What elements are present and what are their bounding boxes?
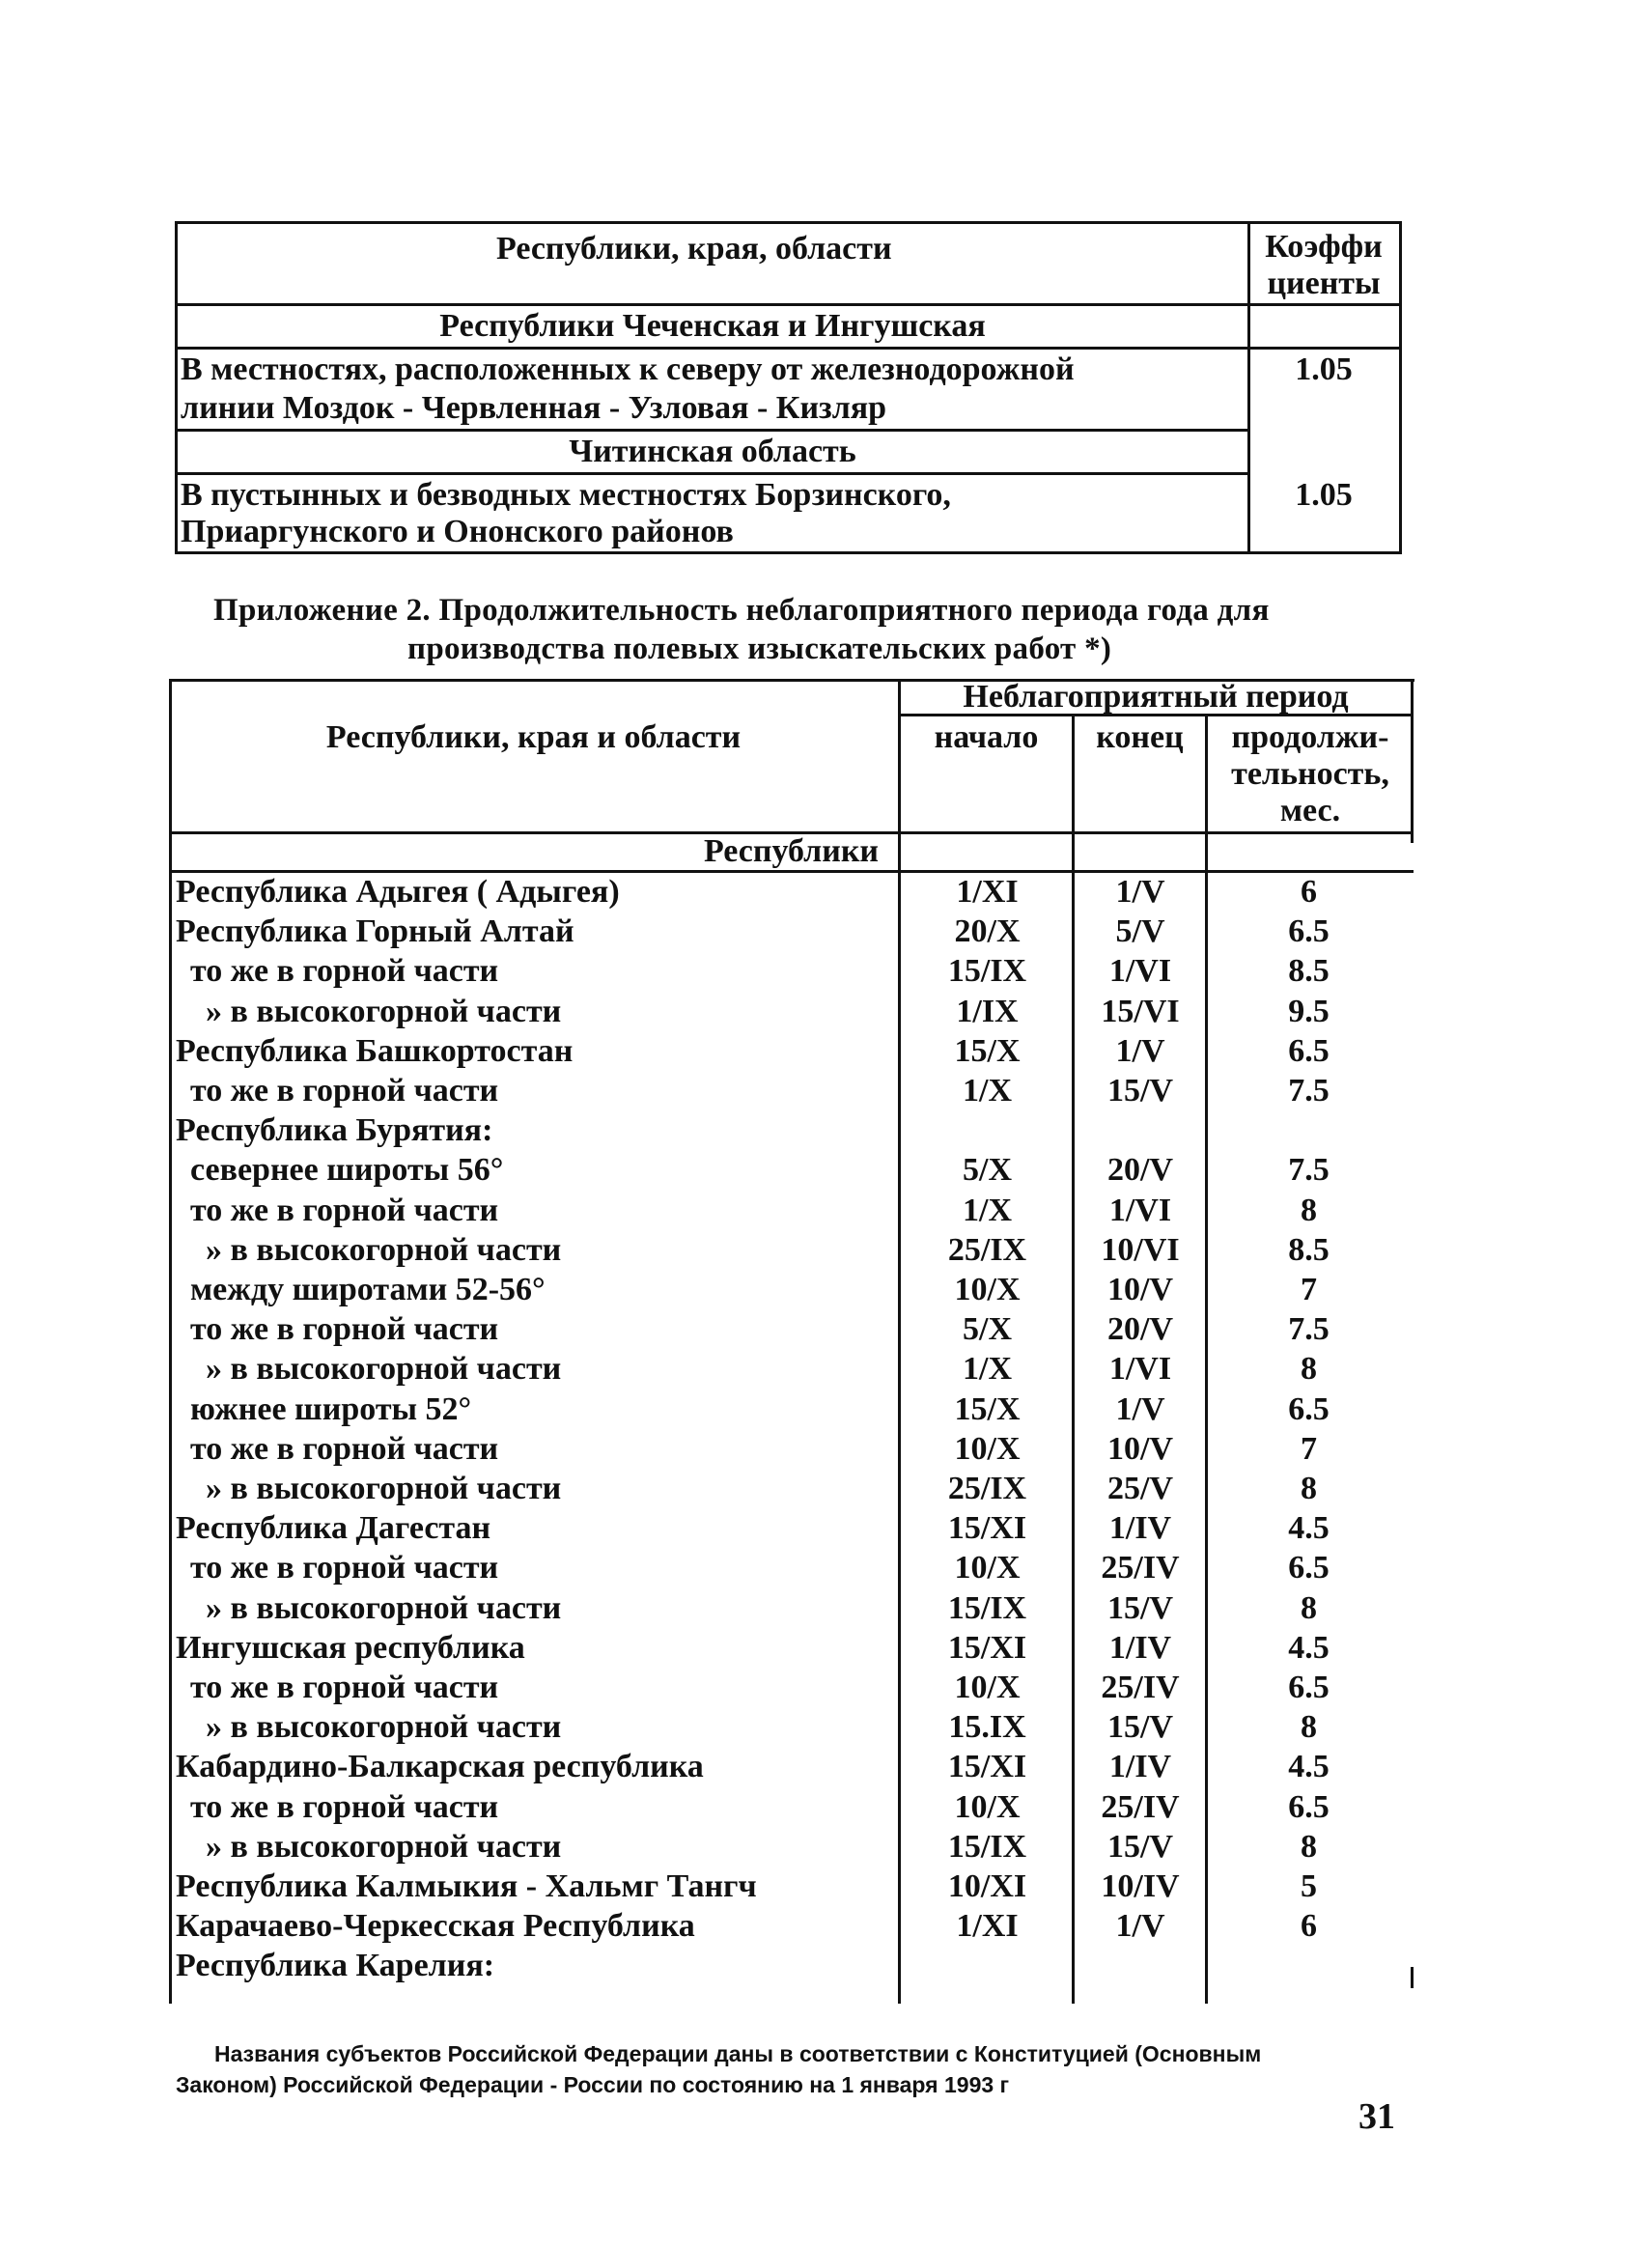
- region-name: то же в горной части: [190, 1788, 499, 1825]
- region-name: то же в горной части: [190, 1670, 499, 1705]
- period-duration: 4.5: [1288, 1749, 1330, 1785]
- table-row: [169, 1469, 1414, 1508]
- region-name: между широтами 52-56°: [190, 1272, 546, 1307]
- table-row: [169, 912, 1414, 951]
- table-row: [169, 1309, 1414, 1349]
- period-end: 1/V: [1115, 874, 1165, 910]
- period-end: 1/V: [1115, 1908, 1165, 1945]
- period-start: 15/X: [954, 1390, 1021, 1427]
- row-divider: [178, 472, 1247, 475]
- row-divider: [178, 303, 1399, 306]
- footnote-line1: Названия субъектов Российской Федерации даны в соответствии с Конституцией (Основным: [214, 2041, 1262, 2066]
- table-row: [169, 1628, 1414, 1668]
- unfavorable-period-table: [169, 679, 1414, 2004]
- region-name: » в высокогорной части: [206, 1709, 562, 1746]
- region-name: » в высокогорной части: [206, 1471, 562, 1506]
- header-coefficient-1: Коэффи: [1265, 229, 1383, 265]
- period-duration: 8: [1301, 1192, 1317, 1228]
- header-regions: Республики, края, области: [496, 231, 892, 267]
- period-duration: 6: [1301, 874, 1317, 910]
- period-end: 25/IV: [1101, 1550, 1180, 1586]
- period-end: 15/V: [1107, 1828, 1173, 1865]
- table-row: [169, 1270, 1414, 1309]
- period-start: 15/IX: [947, 1828, 1027, 1865]
- period-end: 15/V: [1107, 1589, 1173, 1626]
- region-name: севернее широты 56°: [190, 1152, 504, 1189]
- table-row: [169, 1349, 1414, 1389]
- region-name: то же в горной части: [190, 1550, 499, 1586]
- page-number: 31: [1358, 2096, 1395, 2137]
- period-duration: 8: [1301, 1828, 1317, 1865]
- coefficient-value: 1.05: [1295, 477, 1353, 513]
- table-row: [169, 1946, 1414, 1985]
- period-duration: 6.5: [1288, 1788, 1330, 1825]
- table-row: [169, 1906, 1414, 1946]
- region-name: » в высокогорной части: [206, 993, 562, 1029]
- period-start: 1/IX: [956, 993, 1019, 1029]
- period-duration: 8.5: [1288, 953, 1330, 990]
- table-row: [169, 1548, 1414, 1587]
- period-duration: 7.5: [1288, 1152, 1330, 1189]
- period-start: 5/X: [963, 1152, 1012, 1189]
- period-end: 1/IV: [1108, 1629, 1172, 1666]
- table-row: [169, 951, 1414, 991]
- period-end: 1/VI: [1108, 1192, 1172, 1228]
- region-name: Республика Бурятия:: [176, 1112, 493, 1149]
- period-end: 20/V: [1107, 1311, 1173, 1348]
- period-start: 10/X: [954, 1670, 1021, 1705]
- row-text: В местностях, расположенных к северу от железнодорожной: [181, 351, 1075, 387]
- table-row: [169, 872, 1414, 912]
- period-start: 1/XI: [956, 874, 1019, 910]
- table-row: [169, 1867, 1414, 1906]
- period-end: 1/V: [1115, 1032, 1165, 1069]
- period-start: 10/X: [954, 1430, 1021, 1467]
- table-row: [169, 1390, 1414, 1429]
- region-name: Республика Башкортостан: [176, 1032, 574, 1069]
- period-end: 1/V: [1115, 1390, 1165, 1427]
- region-name: Ингушская республика: [176, 1629, 525, 1666]
- period-duration: 4.5: [1288, 1629, 1330, 1666]
- period-start: 15/XI: [947, 1749, 1027, 1785]
- period-duration: 6.5: [1288, 1550, 1330, 1586]
- period-duration: 9.5: [1288, 993, 1330, 1029]
- period-start: 10/X: [954, 1550, 1021, 1586]
- region-name: Республика Калмыкия - Хальмг Тангч: [176, 1868, 757, 1904]
- period-duration: 7.5: [1288, 1073, 1330, 1109]
- region-name: Карачаево-Черкесская Республика: [176, 1908, 695, 1945]
- table-row: [169, 1150, 1414, 1190]
- period-end: 5/V: [1115, 913, 1165, 950]
- header-coefficient-2: циенты: [1267, 266, 1381, 301]
- period-end: 15/V: [1107, 1073, 1173, 1109]
- period-start: 10/X: [954, 1272, 1021, 1307]
- region-name: » в высокогорной части: [206, 1589, 562, 1626]
- section-title: Читинская область: [569, 434, 856, 469]
- row-divider: [178, 347, 1399, 350]
- table-row: [169, 1787, 1414, 1827]
- region-name: то же в горной части: [190, 1073, 499, 1109]
- coefficient-value: 1.05: [1295, 351, 1353, 387]
- period-start: 1/X: [963, 1073, 1012, 1109]
- table-row: [169, 992, 1414, 1031]
- table-row: [169, 1110, 1414, 1150]
- period-end: 10/VI: [1101, 1231, 1180, 1268]
- period-duration: 8: [1301, 1471, 1317, 1506]
- appendix-title-line1: Приложение 2. Продолжительность неблагоприятного периода года для: [213, 593, 1270, 628]
- period-start: 1/XI: [956, 1908, 1019, 1945]
- period-duration: 5: [1301, 1868, 1317, 1904]
- period-start: 15/X: [954, 1032, 1021, 1069]
- coefficients-table: [175, 221, 1402, 554]
- period-end: 1/IV: [1108, 1749, 1172, 1785]
- period-start: 15/IX: [947, 1589, 1027, 1626]
- period-end: 1/VI: [1108, 953, 1172, 990]
- period-end: 15/VI: [1101, 993, 1180, 1029]
- period-start: 1/X: [963, 1192, 1012, 1228]
- period-duration: 7: [1301, 1430, 1317, 1467]
- period-start: 25/IX: [947, 1471, 1027, 1506]
- period-start: 15.IX: [948, 1709, 1026, 1746]
- period-end: 1/VI: [1108, 1351, 1172, 1388]
- row-text: Приаргунского и Ононского районов: [181, 514, 734, 549]
- row-divider: [178, 429, 1247, 432]
- period-end: 25/V: [1107, 1471, 1173, 1506]
- region-name: южнее широты 52°: [190, 1390, 472, 1427]
- period-end: 10/V: [1107, 1430, 1173, 1467]
- header-start: начало: [934, 719, 1039, 755]
- region-name: то же в горной части: [190, 1311, 499, 1348]
- region-name: » в высокогорной части: [206, 1351, 562, 1388]
- table-row: [169, 1747, 1414, 1786]
- period-end: 25/IV: [1101, 1788, 1180, 1825]
- table-row: [169, 1230, 1414, 1270]
- header-regions: Республики, края и области: [325, 719, 742, 755]
- period-end: 15/V: [1107, 1709, 1173, 1746]
- period-duration: 7.5: [1288, 1311, 1330, 1348]
- period-start: 1/X: [963, 1351, 1012, 1388]
- period-duration: 8: [1301, 1589, 1317, 1626]
- region-name: то же в горной части: [190, 1192, 499, 1228]
- period-duration: 6.5: [1288, 913, 1330, 950]
- period-end: 20/V: [1107, 1152, 1173, 1189]
- header-period: Неблагоприятный период: [963, 679, 1349, 715]
- row-text: линии Моздок - Червленная - Узловая - Кизляр: [181, 390, 887, 426]
- region-name: Республика Горный Алтай: [176, 913, 574, 950]
- period-end: 10/IV: [1101, 1868, 1180, 1904]
- column-divider: [1247, 224, 1250, 551]
- period-end: 10/V: [1107, 1272, 1173, 1307]
- table-row: [169, 1827, 1414, 1867]
- region-name: Республика Карелия:: [176, 1948, 495, 1984]
- header-duration-2: тельность,: [1231, 756, 1389, 792]
- region-name: » в высокогорной части: [206, 1231, 562, 1268]
- period-start: 10/XI: [947, 1868, 1027, 1904]
- region-name: Кабардино-Балкарская республика: [176, 1749, 704, 1785]
- section-title: Республики Чеченская и Ингушская: [439, 308, 986, 344]
- period-duration: 4.5: [1288, 1510, 1330, 1547]
- table-row: [169, 1191, 1414, 1230]
- period-duration: 6: [1301, 1908, 1317, 1945]
- period-end: 1/IV: [1108, 1510, 1172, 1547]
- table-row: [169, 1508, 1414, 1548]
- period-start: 10/X: [954, 1788, 1021, 1825]
- table-row: [169, 1668, 1414, 1707]
- region-name: Республика Дагестан: [176, 1510, 491, 1547]
- period-start: 20/X: [954, 913, 1021, 950]
- header-duration-3: мес.: [1279, 793, 1341, 828]
- appendix-title-line2: производства полевых изыскательских работ *): [407, 632, 1112, 666]
- region-name: » в высокогорной части: [206, 1828, 562, 1865]
- region-name: то же в горной части: [190, 953, 499, 990]
- table-row: [169, 1429, 1414, 1469]
- table-row: [169, 1588, 1414, 1628]
- row-text: В пустынных и безводных местностях Борзинского,: [181, 477, 951, 513]
- period-duration: 6.5: [1288, 1032, 1330, 1069]
- period-duration: 8: [1301, 1709, 1317, 1746]
- period-end: 25/IV: [1101, 1670, 1180, 1705]
- period-duration: 6.5: [1288, 1670, 1330, 1705]
- section-republics: Республики: [703, 833, 880, 869]
- period-duration: 8: [1301, 1351, 1317, 1388]
- header-end: конец: [1096, 719, 1184, 755]
- period-duration: 7: [1301, 1272, 1317, 1307]
- region-name: то же в горной части: [190, 1430, 499, 1467]
- table-row: [169, 1031, 1414, 1071]
- period-start: 5/X: [963, 1311, 1012, 1348]
- period-start: 15/IX: [947, 953, 1027, 990]
- period-start: 15/XI: [947, 1629, 1027, 1666]
- period-duration: 6.5: [1288, 1390, 1330, 1427]
- region-name: Республика Адыгея ( Адыгея): [176, 874, 620, 910]
- period-start: 25/IX: [947, 1231, 1027, 1268]
- header-duration-1: продолжи-: [1231, 719, 1389, 755]
- period-duration: 8.5: [1288, 1231, 1330, 1268]
- period-start: 15/XI: [947, 1510, 1027, 1547]
- table-row: [169, 1707, 1414, 1747]
- table-row: [169, 1071, 1414, 1110]
- footnote-line2: Законом) Российской Федерации - России по состоянию на 1 января 1993 г: [176, 2072, 1010, 2097]
